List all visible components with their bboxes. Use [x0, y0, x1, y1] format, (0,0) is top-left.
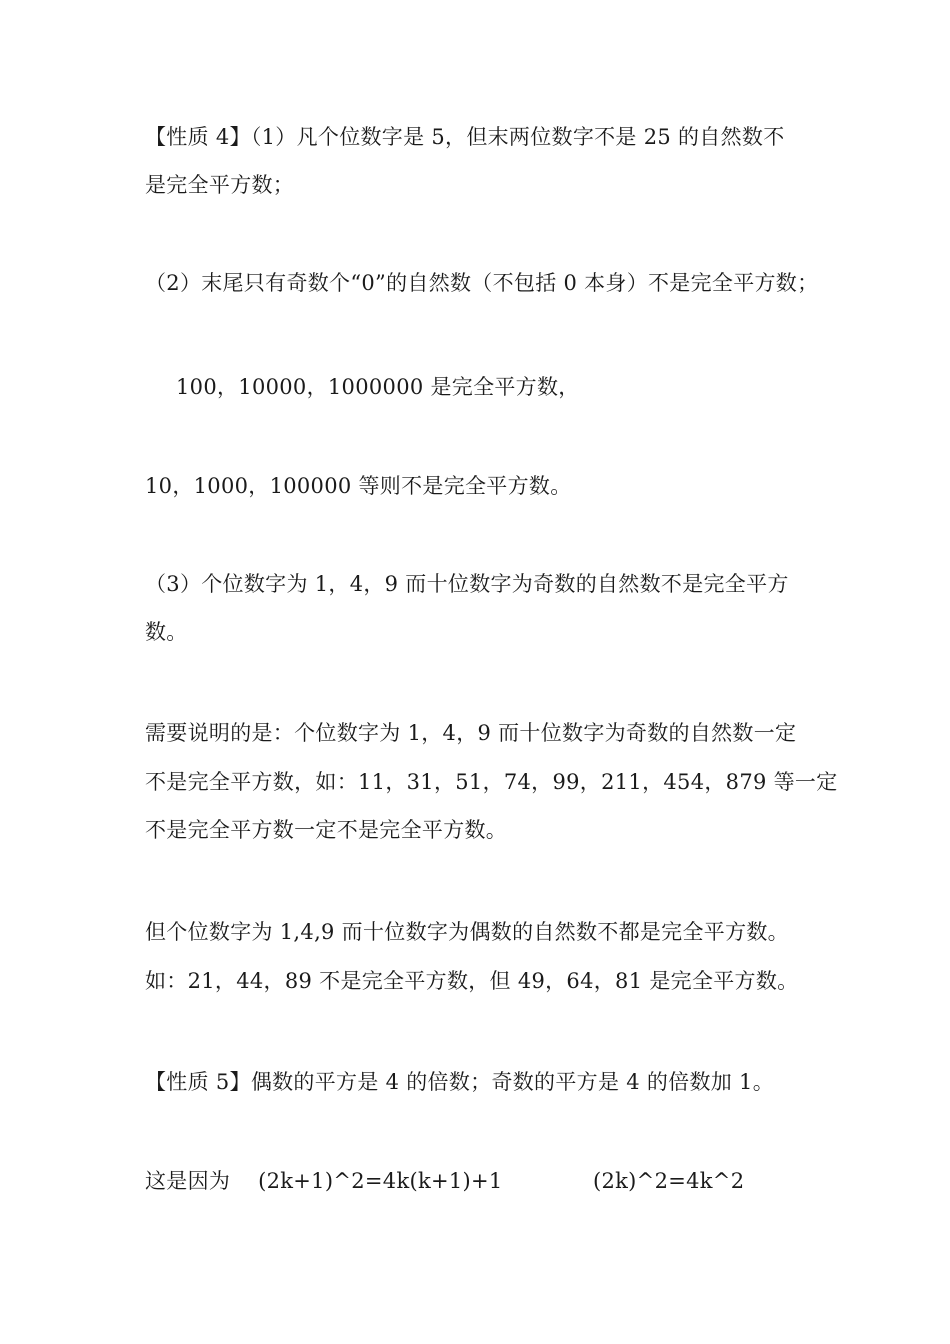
explanation-line3: 不是完全平方数一定不是完全平方数。 [145, 818, 508, 842]
even-tens-note-line2: 如：21，44，89 不是完全平方数，但 49，64，81 是完全平方数。 [145, 969, 799, 993]
property4-example-nonsquares: 10，1000，100000 等则不是完全平方数。 [145, 474, 572, 498]
property4-point3-line2: 数。 [145, 620, 188, 644]
property4-statement-line1: 【性质 4】（1）凡个位数字是 5，但末两位数字不是 25 的自然数不 [145, 125, 785, 149]
property4-statement-line2: 是完全平方数； [145, 173, 295, 197]
property4-point3-line1: （3）个位数字为 1，4，9 而十位数字为奇数的自然数不是完全平方 [145, 572, 789, 596]
property5-formula-even: (2k)^2=4k^2 [593, 1169, 745, 1193]
property4-point2: （2）末尾只有奇数个“0”的自然数（不包括 0 本身）不是完全平方数； [145, 271, 819, 295]
even-tens-note-line1: 但个位数字为 1,4,9 而十位数字为偶数的自然数不都是完全平方数。 [145, 920, 789, 944]
explanation-line2: 不是完全平方数，如：11，31，51，74，99，211，454，879 等一定 [145, 770, 838, 794]
explanation-line1: 需要说明的是：个位数字为 1，4，9 而十位数字为奇数的自然数一定 [145, 721, 797, 745]
property4-example-squares: 100，10000，1000000 是完全平方数， [176, 375, 580, 399]
property5-statement: 【性质 5】偶数的平方是 4 的倍数；奇数的平方是 4 的倍数加 1。 [145, 1070, 774, 1094]
property5-reason-lead: 这是因为 (2k+1)^2=4k(k+1)+1 [145, 1169, 503, 1193]
